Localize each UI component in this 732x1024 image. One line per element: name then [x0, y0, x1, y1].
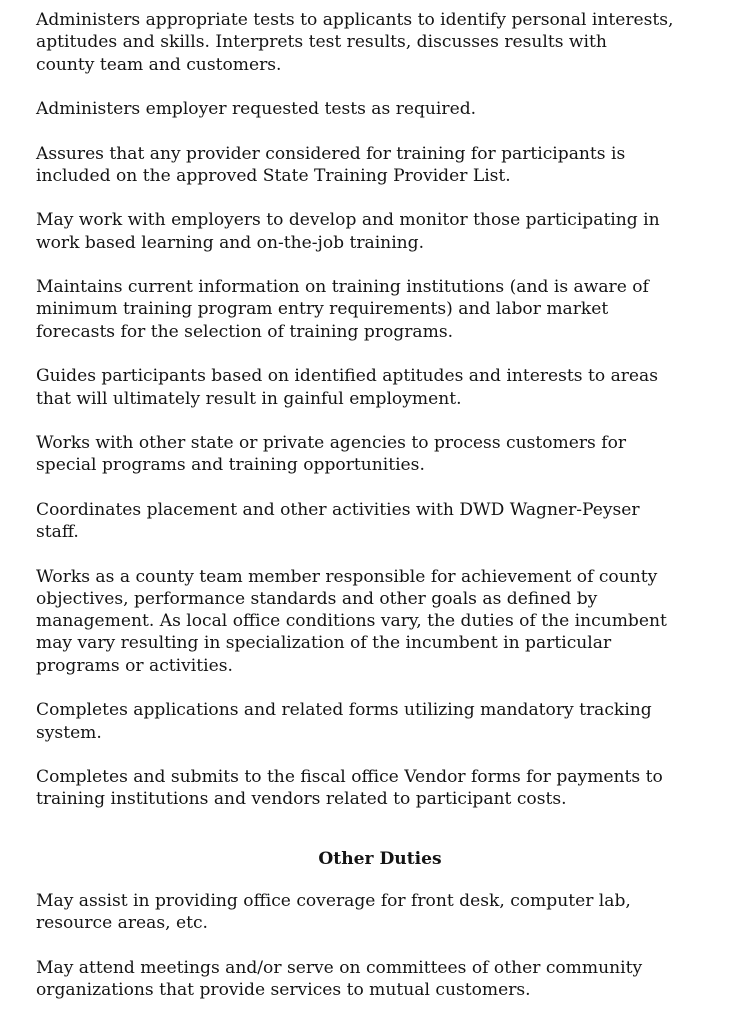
duty-paragraph: Assures that any provider considered for training for participants is included on the approved State Training Provider List.: [36, 143, 626, 186]
other-duty-paragraph: May attend meetings and/or serve on committees of other community organizations that provide services to mutual customers.: [36, 957, 643, 1000]
duty-paragraph: Coordinates placement and other activities with DWD Wagner-Peyser staff.: [36, 499, 640, 543]
duty-paragraph: Completes and submits to the fiscal office Vendor forms for payments to training institutions and vendors related to participant costs.: [36, 767, 663, 810]
duty-paragraph: Completes applications and related forms utilizing mandatory tracking system.: [36, 700, 652, 743]
duty-paragraph: Works as a county team member responsible for achievement of county objectives, performance standards and other goals as defined by management. As local office conditions vary, the duties of the incumbent may vary resulting in specialization of the incumbent in particular programs or activities.: [36, 566, 667, 676]
duty-paragraph: Maintains current information on training institutions (and is aware of minimum training program entry requirements) and labor market forecasts for the selection of training programs.: [36, 277, 649, 342]
other-duty-paragraph: May assist in providing office coverage for front desk, computer lab, resource areas, etc.: [36, 890, 631, 934]
duty-paragraph: May work with employers to develop and monitor those participating in work based learning and on-the-job training.: [36, 210, 660, 253]
document-page: [36, 9, 724, 1023]
duty-paragraph: Administers appropriate tests to applicants to identify personal interests, aptitudes and skills. Interprets test results, discusses results with county team and customers.: [36, 10, 674, 75]
duty-paragraph: Works with other state or private agencies to process customers for special programs and training opportunities.: [36, 432, 627, 476]
duty-paragraph: Guides participants based on identified aptitudes and interests to areas that will ultimately result in gainful employment.: [36, 366, 659, 409]
duty-paragraph: Administers employer requested tests as required.: [36, 99, 477, 120]
other-duties-heading: Other Duties: [318, 848, 442, 869]
